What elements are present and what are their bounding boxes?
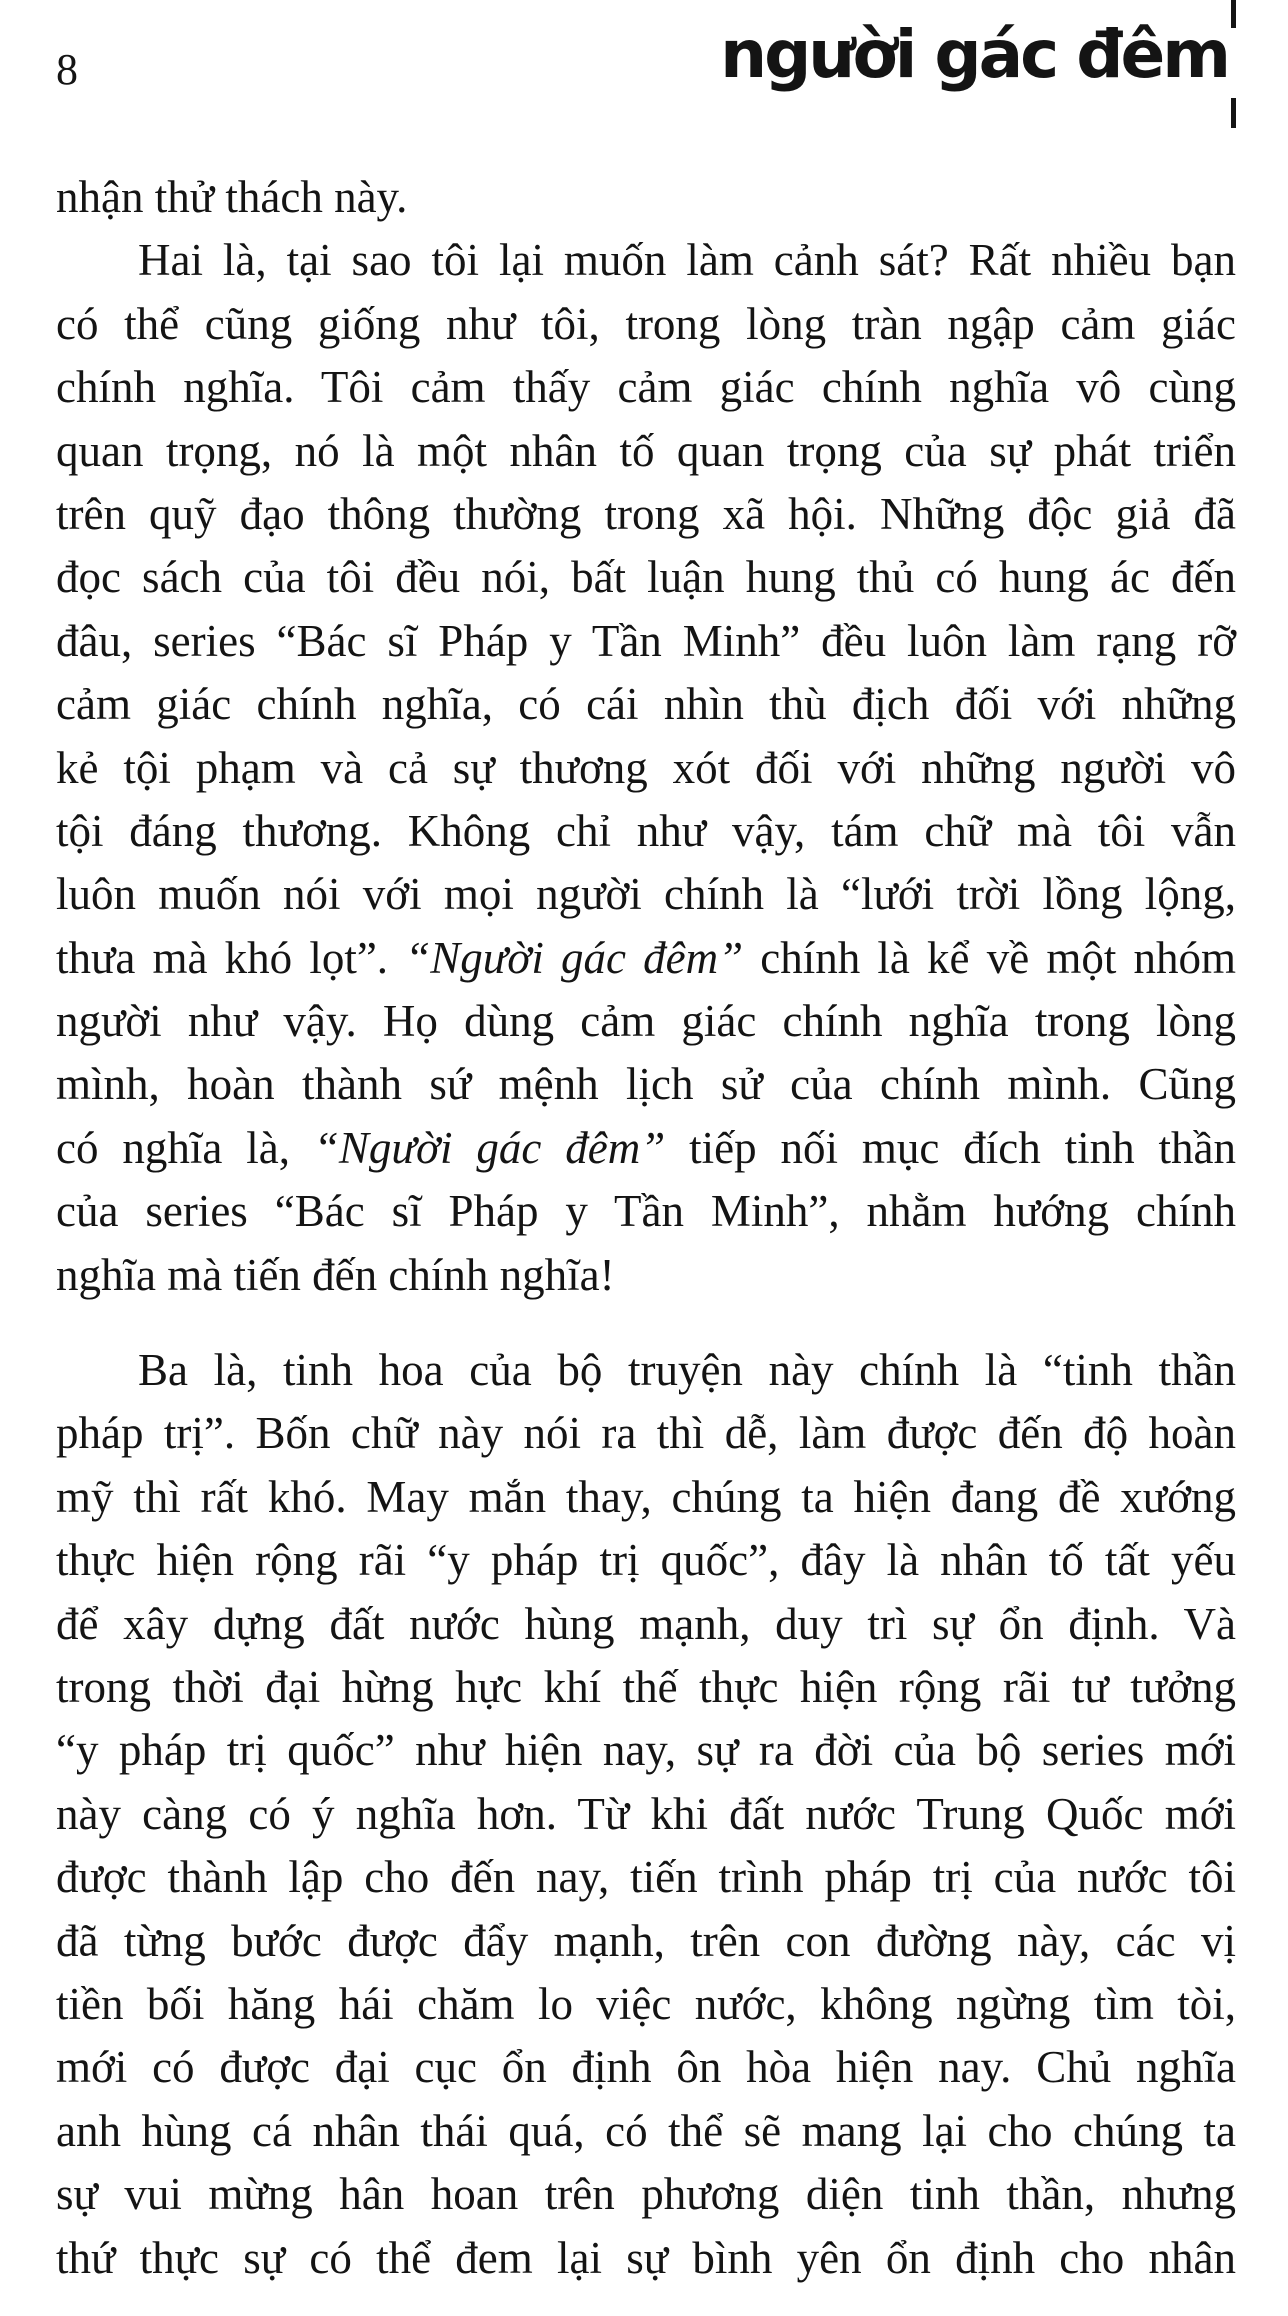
text-line: đã từng bước được đẩy mạnh, trên con đường này, các vị xyxy=(56,1915,1236,1966)
text-line: cảm giác chính nghĩa, có cái nhìn thù địch đối với những xyxy=(56,679,1236,730)
text-line: mỹ thì rất khó. May mắn thay, chúng ta hiện đang đề xướng xyxy=(56,1471,1236,1522)
page-number: 8 xyxy=(56,45,78,94)
text-line: anh hùng cá nhân thái quá, có thể sẽ mang lại cho chúng ta xyxy=(56,2105,1236,2156)
text-line: có thể cũng giống như tôi, trong lòng tràn ngập cảm giác xyxy=(56,298,1236,349)
text-line: mới có được đại cục ổn định ôn hòa hiện nay. Chủ nghĩa xyxy=(56,2042,1236,2093)
text-line: có nghĩa là, “Người gác đêm” tiếp nối mục đích tinh thần xyxy=(56,1122,1236,1173)
text-line: tiền bối hăng hái chăm lo việc nước, không ngừng tìm tòi, xyxy=(56,1978,1236,2029)
text-line: để xây dựng đất nước hùng mạnh, duy trì sự ổn định. Và xyxy=(56,1598,1236,1649)
running-title: người gác đêm xyxy=(720,16,1228,93)
body-text xyxy=(56,166,1236,2290)
text-line: thưa mà khó lọt”. “Người gác đêm” chính là kể về một nhóm xyxy=(56,932,1236,983)
text-line: được thành lập cho đến nay, tiến trình pháp trị của nước tôi xyxy=(56,1852,1236,1903)
text-line: đâu, series “Bác sĩ Pháp y Tần Minh” đều luôn làm rạng rỡ xyxy=(56,615,1236,666)
text-line: thực hiện rộng rãi “y pháp trị quốc”, đây là nhân tố tất yếu xyxy=(56,1535,1236,1586)
text-line: trong thời đại hừng hực khí thế thực hiện rộng rãi tư tưởng xyxy=(56,1661,1236,1712)
header-rule-top xyxy=(1231,0,1236,28)
text-line: trên quỹ đạo thông thường trong xã hội. Những độc giả đã xyxy=(56,488,1236,539)
text-line: đọc sách của tôi đều nói, bất luận hung thủ có hung ác đến xyxy=(56,552,1236,603)
paragraph xyxy=(56,229,1236,1307)
paragraph xyxy=(56,1339,1236,2290)
text-line: luôn muốn nói với mọi người chính là “lưới trời lồng lộng, xyxy=(56,869,1236,920)
text-line: quan trọng, nó là một nhân tố quan trọng của sự phát triển xyxy=(56,425,1236,476)
text-line: Ba là, tinh hoa của bộ truyện này chính là “tinh thần xyxy=(138,1345,1236,1396)
text-line: kẻ tội phạm và cả sự thương xót đối với những người vô xyxy=(56,742,1236,793)
text-line: tội đáng thương. Không chỉ như vậy, tám chữ mà tôi vẫn xyxy=(56,805,1236,856)
header-rule-bottom xyxy=(1231,98,1236,128)
text-line: sự vui mừng hân hoan trên phương diện tinh thần, nhưng xyxy=(56,2169,1236,2220)
paragraph-gap xyxy=(56,1307,1236,1339)
paragraph xyxy=(56,166,1236,229)
text-line: này càng có ý nghĩa hơn. Từ khi đất nước Trung Quốc mới xyxy=(56,1788,1236,1839)
text-line: “y pháp trị quốc” như hiện nay, sự ra đời của bộ series mới xyxy=(56,1725,1236,1776)
text-line: nhận thử thách này. xyxy=(56,172,408,222)
text-line: của series “Bác sĩ Pháp y Tần Minh”, nhằm hướng chính xyxy=(56,1186,1236,1237)
text-line: người như vậy. Họ dùng cảm giác chính nghĩa trong lòng xyxy=(56,996,1236,1047)
text-line: thứ thực sự có thể đem lại sự bình yên ổn định cho nhân xyxy=(56,2232,1236,2283)
text-line: pháp trị”. Bốn chữ này nói ra thì dễ, làm được đến độ hoàn xyxy=(56,1408,1236,1459)
text-line: nghĩa mà tiến đến chính nghĩa! xyxy=(56,1249,615,1300)
text-line: chính nghĩa. Tôi cảm thấy cảm giác chính nghĩa vô cùng xyxy=(56,362,1236,413)
text-line: Hai là, tại sao tôi lại muốn làm cảnh sát? Rất nhiều bạn xyxy=(138,235,1236,286)
text-line: mình, hoàn thành sứ mệnh lịch sử của chính mình. Cũng xyxy=(56,1059,1236,1110)
